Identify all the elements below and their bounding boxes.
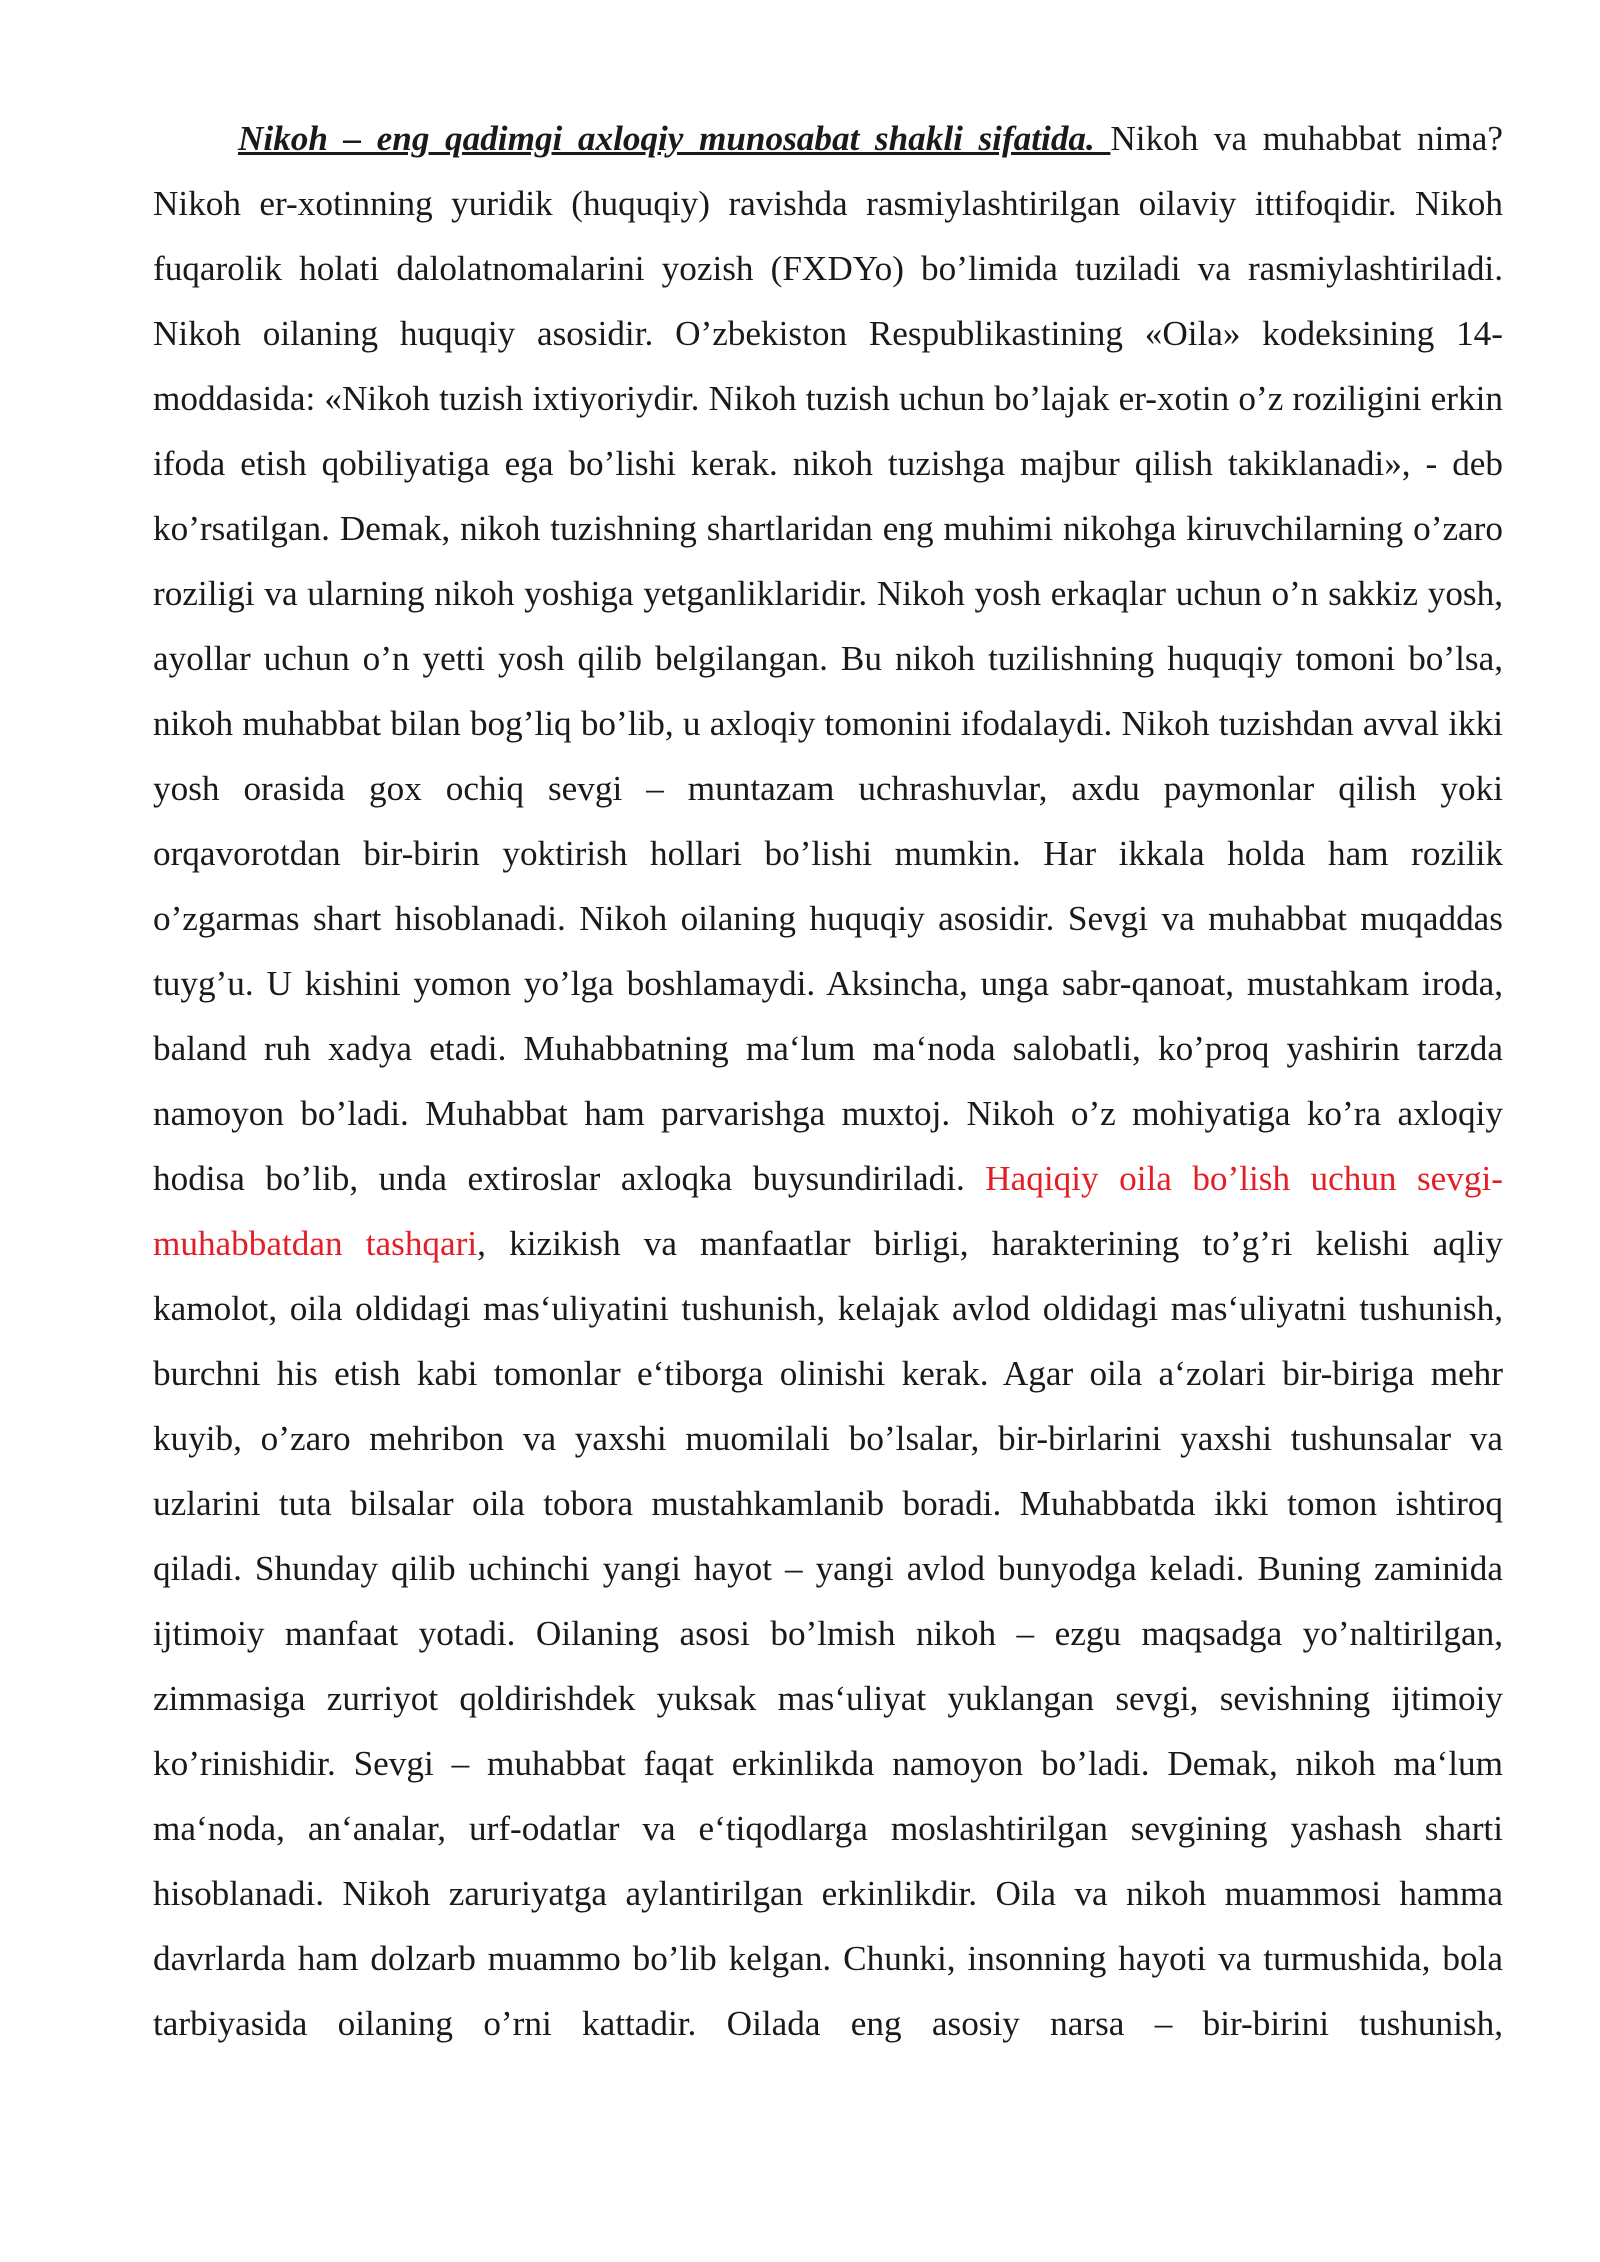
document-body — [153, 106, 1503, 2056]
highlighted-text: Haqiqiy oila bo’lish uchun sevgi-muhabbatdan tashqari — [153, 1159, 1503, 1263]
section-heading: Nikoh – eng qadimgi axloqiy munosabat shakli sifatida. — [238, 119, 1111, 158]
paragraph — [153, 106, 1503, 2056]
body-text-continued: , kizikish va manfaatlar birligi, harakterining to’g’ri kelishi aqliy kamolot, oila oldidagi mas‘uliyatini tushunish, kelajak avlod oldidagi mas‘uliyatni tushunish, burchni his etish kabi tomonlar e‘tiborga olinishi kerak. Agar oila a‘zolari bir-biriga mehr kuyib, o’zaro mehribon va yaxshi muomilali bo’lsalar, bir-birlarini yaxshi tushunsalar va uzlarini tuta bilsalar oila tobora mustahkamlanib boradi. Muhabbatda ikki tomon ishtiroq qiladi. Shunday qilib uchinchi yangi hayot – yangi avlod bunyodga keladi. Buning zaminida ijtimoiy manfaat yotadi. Oilaning asosi bo’lmish nikoh – ezgu maqsadga yo’naltirilgan, zimmasiga zurriyot qoldirishdek yuksak mas‘uliyat yuklangan sevgi, sevishning ijtimoiy ko’rinishidir. Sevgi – muhabbat faqat erkinlikda namoyon bo’ladi. Demak, nikoh ma‘lum ma‘noda, an‘analar, urf-odatlar va e‘tiqodlarga moslashtirilgan sevgining yashash sharti hisoblanadi. Nikoh zaruriyatga aylantirilgan erkinlikdir. Oila va nikoh muammosi hamma davrlarda ham dolzarb muammo bo’lib kelgan. Chunki, insonning hayoti va turmushida, bola tarbiyasida oilaning o’rni kattadir. Oilada eng asosiy narsa – bir-birini tushunish, — [153, 1224, 1503, 2043]
body-text: Nikoh va muhabbat nima? Nikoh er-xotinning yuridik (huquqiy) ravishda rasmiylashtirilgan oilaviy ittifoqidir. Nikoh fuqarolik holati dalolatnomalarini yozish (FXDYo) bo’limida tuziladi va rasmiylashtiriladi. Nikoh oilaning huquqiy asosidir. O’zbekiston Respublikastining «Oila» kodeksining 14-moddasida: «Nikoh tuzish ixtiyoriydir. Nikoh tuzish uchun bo’lajak er-xotin o’z roziligini erkin ifoda etish qobiliyatiga ega bo’lishi kerak. nikoh tuzishga majbur qilish takiklanadi», - deb ko’rsatilgan. Demak, nikoh tuzishning shartlaridan eng muhimi nikohga kiruvchilarning o’zaro roziligi va ularning nikoh yoshiga yetganliklaridir. Nikoh yosh erkaqlar uchun o’n sakkiz yosh, ayollar uchun o’n yetti yosh qilib belgilangan. Bu nikoh tuzilishning huquqiy tomoni bo’lsa, nikoh muhabbat bilan bog’liq bo’lib, u axloqiy tomonini ifodalaydi. Nikoh tuzishdan avval ikki yosh orasida gox ochiq sevgi – muntazam uchrashuvlar, axdu paymonlar qilish yoki orqavorotdan bir-birin yoktirish hollari bo’lishi mumkin. Har ikkala holda ham rozilik o’zgarmas shart hisoblanadi. Nikoh oilaning huquqiy asosidir. Sevgi va muhabbat muqaddas tuyg’u. U kishini yomon yo’lga boshlamaydi. Aksincha, unga sabr-qanoat, mustahkam iroda, baland ruh xadya etadi. Muhabbatning ma‘lum ma‘noda salobatli, ko’proq yashirin tarzda namoyon bo’ladi. Muhabbat ham parvarishga muxtoj. Nikoh o’z mohiyatiga ko’ra axloqiy hodisa bo’lib, unda extiroslar axloqka buysundiriladi. — [153, 119, 1503, 1198]
